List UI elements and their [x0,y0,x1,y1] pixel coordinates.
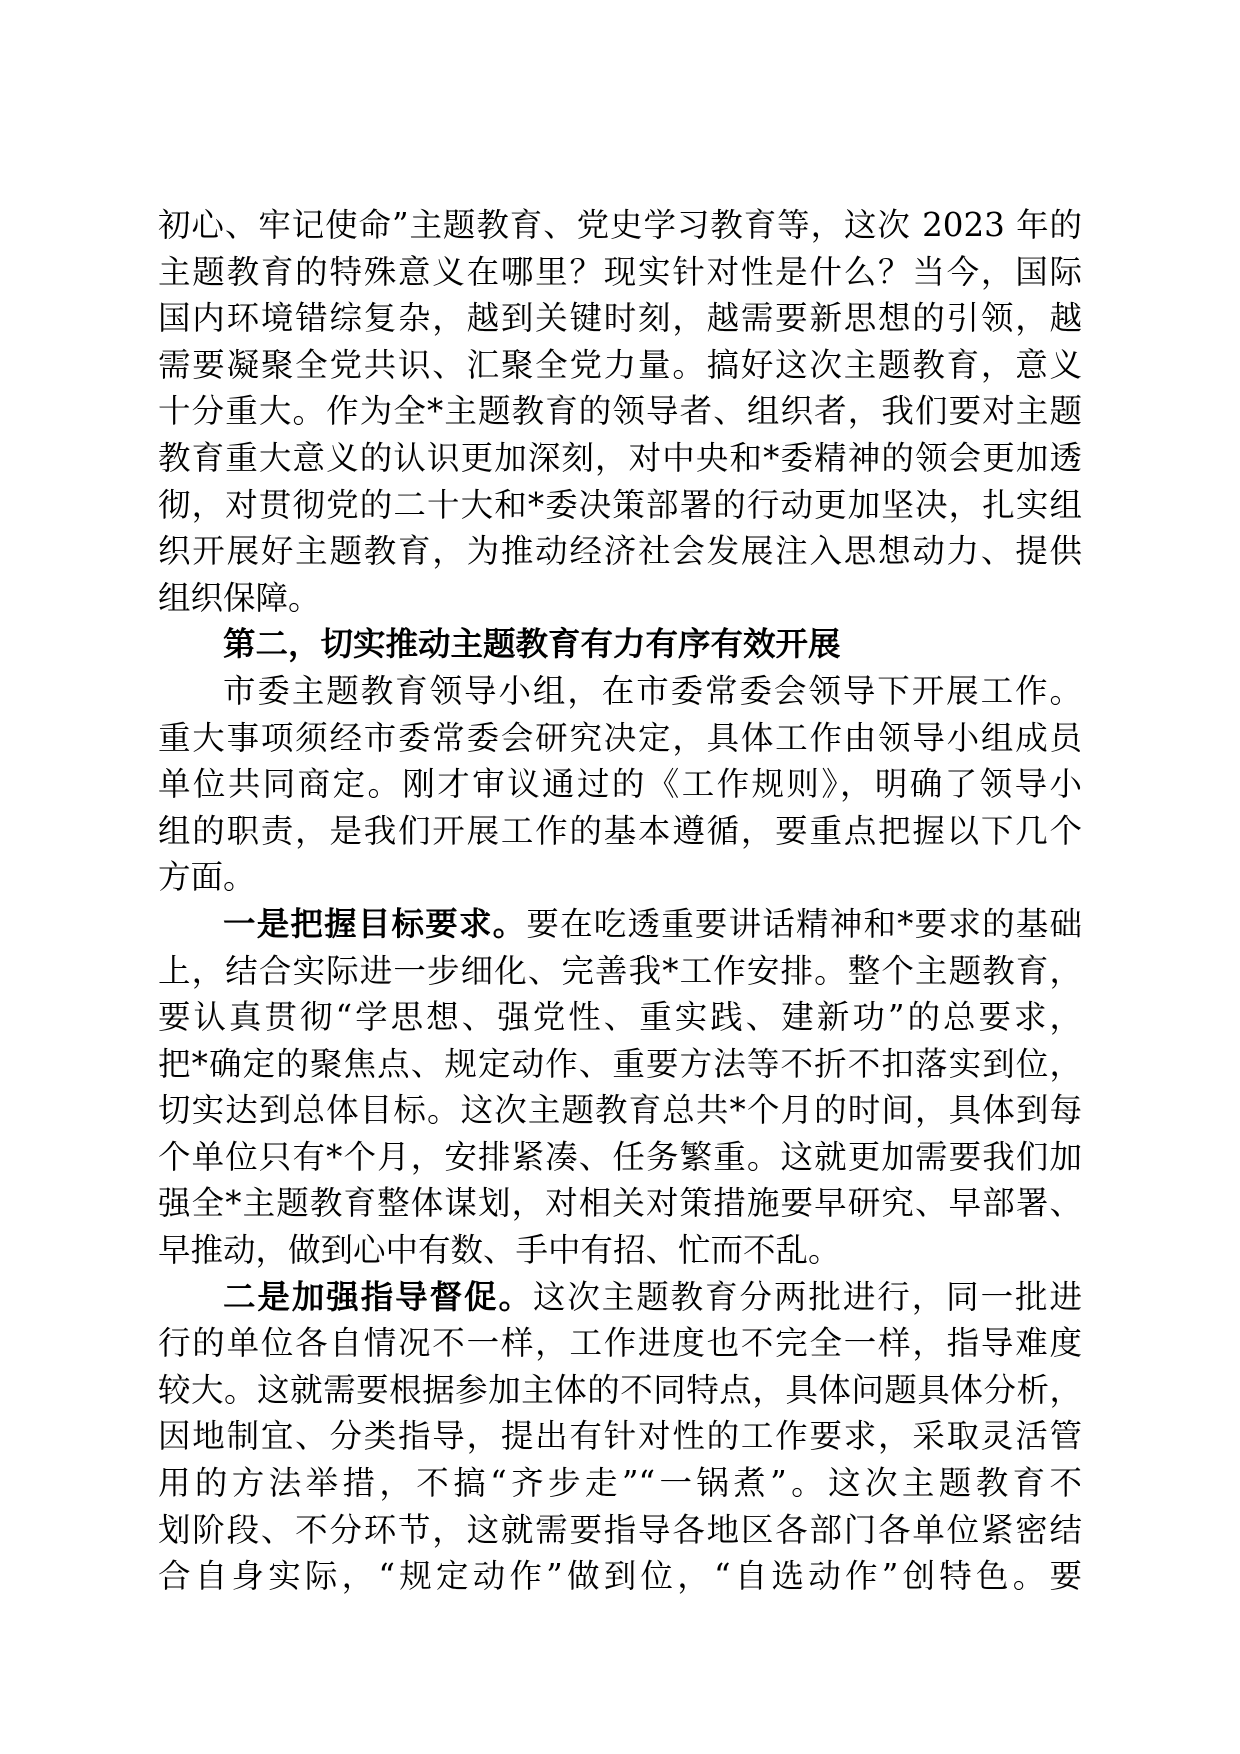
text-line: 划阶段、不分环节，这就需要指导各地区各部门各单位紧密结 [158,1510,1082,1549]
text-span: 要在吃透重要讲话精神和*要求的基础 [526,904,1082,943]
paragraph-lead: 一是把握目标要求。 [223,903,527,943]
text-line: 切实达到总体目标。这次主题教育总共*个月的时间，具体到每 [158,1091,1082,1130]
text-line: 行的单位各自情况不一样，工作进度也不完全一样，指导难度 [158,1324,1082,1363]
text-line: 组织保障。 [158,578,321,617]
paragraph [158,1274,1082,1600]
document-body [158,202,1082,1600]
text-line: 十分重大。作为全*主题教育的领导者、组织者，我们要对主题 [158,392,1082,431]
text-line: 重大事项须经市委常委会研究决定，具体工作由领导小组成员 [158,718,1082,757]
text-line [158,1274,1082,1321]
text-span: 这次主题教育分两批进行，同一批进 [532,1277,1082,1316]
text-line: 织开展好主题教育，为推动经济社会发展注入思想动力、提供 [158,532,1082,571]
text-line: 主题教育的特殊意义在哪里？现实针对性是什么？当今，国际 [158,252,1082,291]
paragraph [158,901,1082,1274]
paragraph-lead: 二是加强指导督促。 [223,1276,533,1316]
text-line: 上，结合实际进一步细化、完善我*工作安排。整个主题教育， [158,951,1082,990]
text-line: 把*确定的聚焦点、规定动作、重要方法等不折不扣落实到位， [158,1044,1082,1083]
section-heading: 第二，切实推动主题教育有力有序有效开展 [223,624,841,664]
text-line: 教育重大意义的认识更加深刻，对中央和*委精神的领会更加透 [158,438,1082,477]
text-line: 初心、牢记使命”主题教育、党史学习教育等，这次 2023 年的 [158,206,1082,244]
text-line: 合自身实际，“规定动作”做到位，“自选动作”创特色。要 [158,1557,1082,1596]
text-line: 强全*主题教育整体谋划，对相关对策措施要早研究、早部署、 [158,1184,1082,1223]
text-line: 较大。这就需要根据参加主体的不同特点，具体问题具体分析， [158,1370,1082,1409]
paragraph [158,668,1082,901]
paragraph [158,202,1082,621]
text-line: 国内环境错综复杂，越到关键时刻，越需要新思想的引领，越 [158,299,1082,338]
text-line: 方面。 [158,858,256,897]
text-line: 因地制宜、分类指导，提出有针对性的工作要求，采取灵活管 [158,1417,1082,1456]
text-line: 个单位只有*个月，安排紧凑、任务繁重。这就更加需要我们加 [158,1137,1082,1176]
text-line: 用的方法举措，不搞“齐步走”“一锅煮”。这次主题教育不 [158,1464,1082,1503]
text-line: 组的职责，是我们开展工作的基本遵循，要重点把握以下几个 [158,811,1082,850]
text-line: 单位共同商定。刚才审议通过的《工作规则》，明确了领导小 [158,765,1082,804]
text-line: 要认真贯彻“学思想、强党性、重实践、建新功”的总要求， [158,998,1082,1037]
text-line: 彻，对贯彻党的二十大和*委决策部署的行动更加坚决，扎实组 [158,485,1082,524]
text-line: 市委主题教育领导小组，在市委常委会领导下开展工作。 [223,671,1082,710]
text-line: 早推动，做到心中有数、手中有招、忙而不乱。 [158,1231,841,1270]
text-line [158,901,1082,948]
text-line: 需要凝聚全党共识、汇聚全党力量。搞好这次主题教育，意义 [158,345,1082,384]
